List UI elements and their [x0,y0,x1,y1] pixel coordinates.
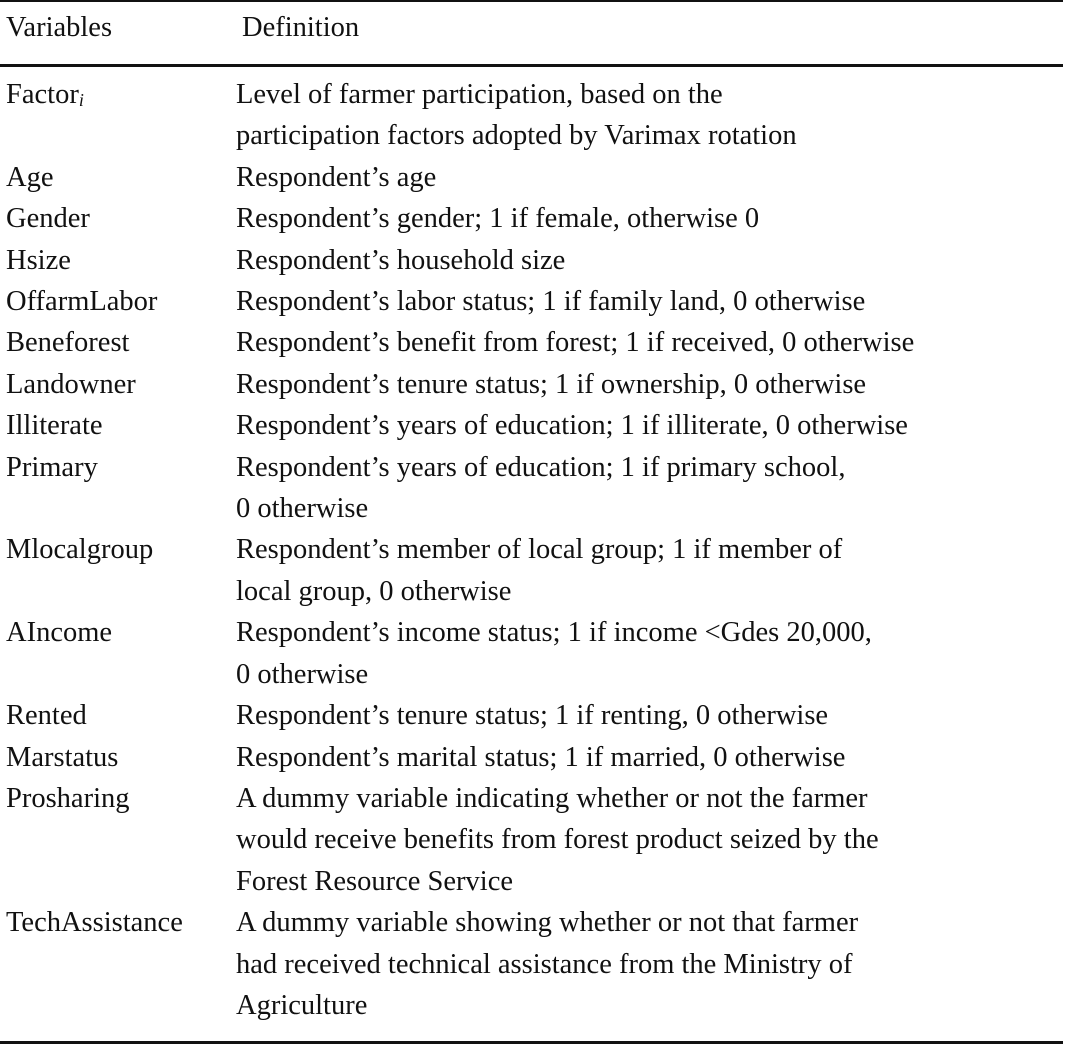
variable-name [0,322,236,363]
variable-definition [236,364,1062,405]
variable-label: Beneforest [6,327,130,359]
definition-line: Respondent’s household size [236,244,566,276]
definition-line: Agriculture [236,989,368,1021]
table-row [0,322,1068,363]
table-row [0,240,1068,281]
variable-name [0,529,236,612]
variable-definition [236,74,1062,157]
definition-line: had received technical assistance from the Ministry of [236,948,853,980]
definition-line: participation factors adopted by Varimax rotation [236,120,797,152]
variable-definition [236,322,1062,363]
definition-line: Respondent’s labor status; 1 if family land, 0 otherwise [236,286,866,318]
variable-subscript: i [78,90,84,110]
variable-label: TechAssistance [6,907,183,939]
definition-line: Respondent’s member of local group; 1 if member of [236,534,843,566]
variable-label: Prosharing [6,782,130,814]
variable-name [0,737,236,778]
table-row [0,281,1068,322]
variable-definition [236,240,1062,281]
table-row [0,198,1068,239]
table-row [0,405,1068,446]
variable-name [0,902,236,1026]
variable-label: OffarmLabor [6,286,158,318]
variable-name [0,198,236,239]
table-row [0,157,1068,198]
variable-definition [236,778,1062,902]
variable-label: Landowner [6,368,136,400]
definition-line: would receive benefits from forest product seized by the [236,824,879,856]
table-body [0,74,1068,1026]
variable-name [0,405,236,446]
variable-definition [236,737,1062,778]
variable-label: Rented [6,700,87,732]
variable-definition [236,157,1062,198]
definition-line: 0 otherwise [236,658,369,690]
table-row [0,695,1068,736]
variable-label: Age [6,161,54,193]
variable-name [0,778,236,902]
definition-line: Respondent’s years of education; 1 if primary school, [236,451,846,483]
variable-name [0,612,236,695]
variable-definition [236,447,1062,530]
variable-name [0,240,236,281]
table-row [0,74,1068,157]
variable-label: Gender [6,203,90,235]
table-row [0,778,1068,902]
variable-definition [236,902,1062,1026]
definition-line: Respondent’s income status; 1 if income <Gdes 20,000, [236,617,872,649]
table-row [0,447,1068,530]
definition-line: Respondent’s gender; 1 if female, otherwise 0 [236,203,760,235]
table-row [0,902,1068,1026]
table-row [0,737,1068,778]
variable-name [0,364,236,405]
table-row [0,612,1068,695]
variable-name [0,74,236,157]
variable-label: Mlocalgroup [6,534,154,566]
variable-name [0,447,236,530]
variable-label: Hsize [6,244,71,276]
table-top-rule [0,0,1063,2]
definition-line: Respondent’s tenure status; 1 if ownership, 0 otherwise [236,368,867,400]
definition-line: 0 otherwise [236,493,369,525]
definition-line: Level of farmer participation, based on the [236,79,723,110]
variable-definition [236,198,1062,239]
table-row [0,529,1068,612]
header-definition: Definition [242,12,360,43]
variable-label: Marstatus [6,741,119,773]
variable-name [0,695,236,736]
variable-definition [236,529,1062,612]
definition-line: A dummy variable indicating whether or not the farmer [236,782,868,814]
variable-definition [236,405,1062,446]
definition-line: Forest Resource Service [236,865,513,897]
variable-definition [236,695,1062,736]
table-row [0,364,1068,405]
variable-definition [236,612,1062,695]
table-bottom-rule [0,1041,1063,1044]
definition-line: Respondent’s age [236,161,437,193]
variable-label: Factor [6,79,79,110]
variable-label: AIncome [6,617,113,649]
definition-line: local group, 0 otherwise [236,575,512,607]
definition-line: Respondent’s marital status; 1 if married, 0 otherwise [236,741,846,773]
definition-line: A dummy variable showing whether or not that farmer [236,907,859,939]
variable-label: Primary [6,451,98,483]
definition-line: Respondent’s benefit from forest; 1 if received, 0 otherwise [236,327,915,359]
definition-line: Respondent’s tenure status; 1 if renting, 0 otherwise [236,700,829,732]
header-variables: Variables [6,12,113,43]
variable-label: Illiterate [6,410,103,442]
variable-name [0,157,236,198]
definition-line: Respondent’s years of education; 1 if illiterate, 0 otherwise [236,410,908,442]
variable-definition [236,281,1062,322]
variable-name [0,281,236,322]
header-rule [0,64,1063,67]
